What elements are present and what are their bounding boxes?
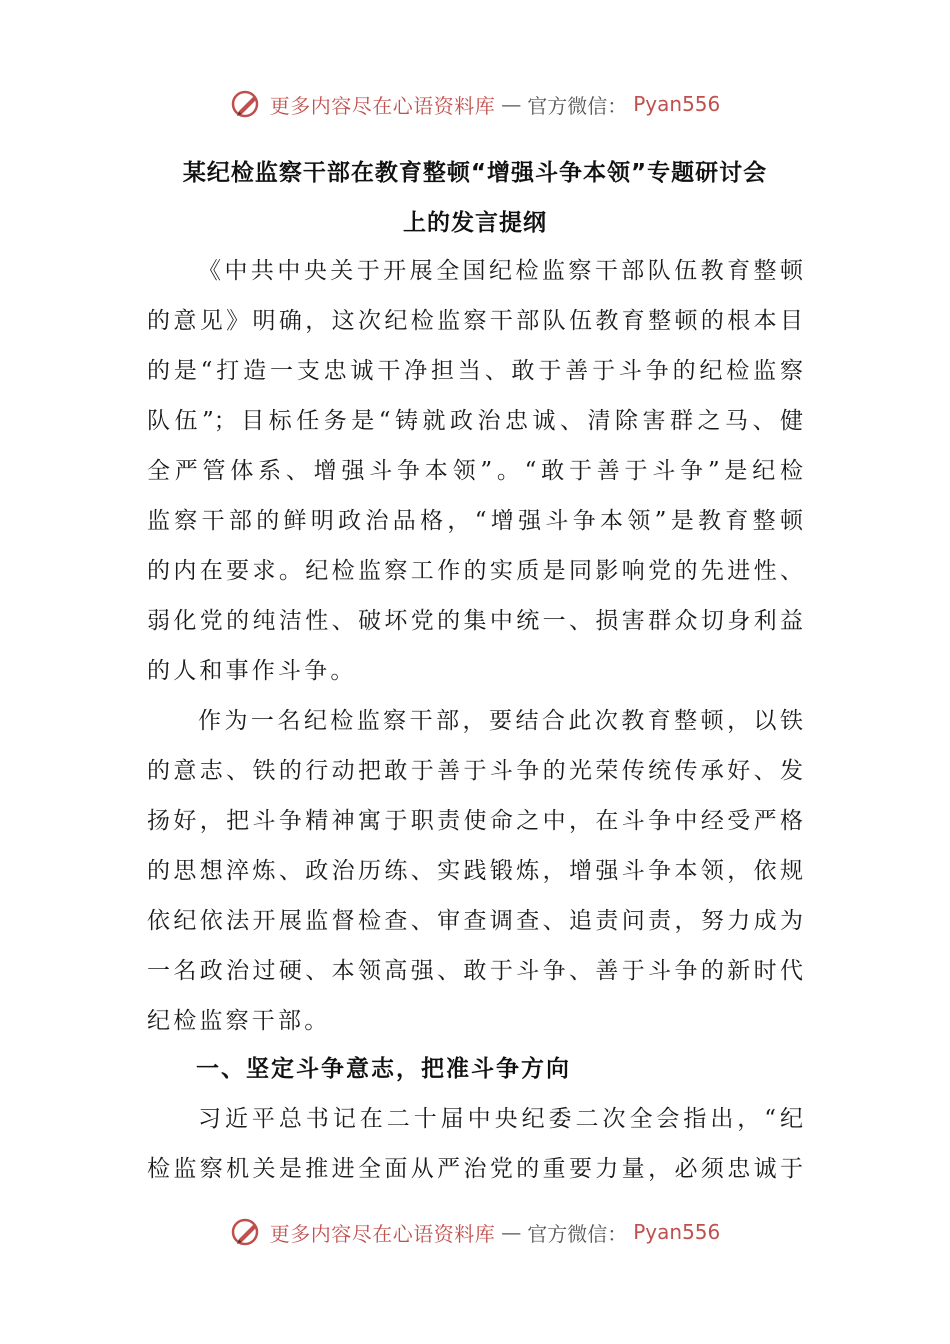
section-1-line: 习近平总书记在二十届中央纪委二次全会指出，“纪 <box>198 1106 803 1132</box>
paragraph-1-line: 的内在要求。纪检监察工作的实质是同影响党的先进性、 <box>147 558 803 584</box>
document-title-line-1: 某纪检监察干部在教育整顿“增强斗争本领”专题研讨会 <box>182 160 768 186</box>
watermark-official-label: 官方微信： <box>527 1221 628 1246</box>
paragraph-1-line: 《中共中央关于开展全国纪检监察干部队伍教育整顿 <box>198 258 803 284</box>
document-title-line-2: 上的发言提纲 <box>403 210 547 236</box>
paragraph-1-line: 的意见》明确，这次纪检监察干部队伍教育整顿的根本目 <box>147 308 803 334</box>
section-1-heading: 一、坚定斗争意志，把准斗争方向 <box>196 1056 571 1082</box>
paragraph-2-line: 一名政治过硬、本领高强、敢于斗争、善于斗争的新时代 <box>147 958 803 984</box>
pen-logo-icon <box>230 87 264 121</box>
paragraph-1-line: 全严管体系、增强斗争本领”。“敢于善于斗争”是纪检 <box>147 458 803 484</box>
paragraph-2-line: 作为一名纪检监察干部，要结合此次教育整顿，以铁 <box>198 708 803 734</box>
watermark-separator: — <box>501 92 522 116</box>
paragraph-2-line: 扬好，把斗争精神寓于职责使命之中，在斗争中经受严格 <box>147 808 803 834</box>
paragraph-1-line: 的是“打造一支忠诚干净担当、敢于善于斗争的纪检监察 <box>147 358 803 384</box>
paragraph-2-line: 的思想淬炼、政治历练、实践锻炼，增强斗争本领，依规 <box>147 858 803 884</box>
paragraph-2-line: 依纪依法开展监督检查、审查调查、追责问责，努力成为 <box>147 908 803 934</box>
paragraph-2-line: 纪检监察干部。 <box>147 1008 331 1034</box>
watermark-handle: Pyan556 <box>633 92 721 116</box>
watermark-brand: 更多内容尽在心语资料库 <box>269 93 496 118</box>
watermark-header <box>0 84 950 124</box>
paragraph-1-line: 的人和事作斗争。 <box>147 658 357 684</box>
watermark-brand: 更多内容尽在心语资料库 <box>269 1221 496 1246</box>
section-1-line: 检监察机关是推进全面从严治党的重要力量，必须忠诚于 <box>147 1156 803 1182</box>
paragraph-1-line: 弱化党的纯洁性、破坏党的集中统一、损害群众切身利益 <box>147 608 803 634</box>
watermark-handle: Pyan556 <box>633 1220 721 1244</box>
watermark-footer <box>0 1212 950 1252</box>
watermark-official-label: 官方微信： <box>527 93 628 118</box>
paragraph-2-line: 的意志、铁的行动把敢于善于斗争的光荣传统传承好、发 <box>147 758 803 784</box>
pen-logo-icon <box>230 1215 264 1249</box>
watermark-separator: — <box>501 1220 522 1244</box>
paragraph-1-line: 监察干部的鲜明政治品格，“增强斗争本领”是教育整顿 <box>147 508 803 534</box>
paragraph-1-line: 队伍”；目标任务是“铸就政治忠诚、清除害群之马、健 <box>147 408 803 434</box>
